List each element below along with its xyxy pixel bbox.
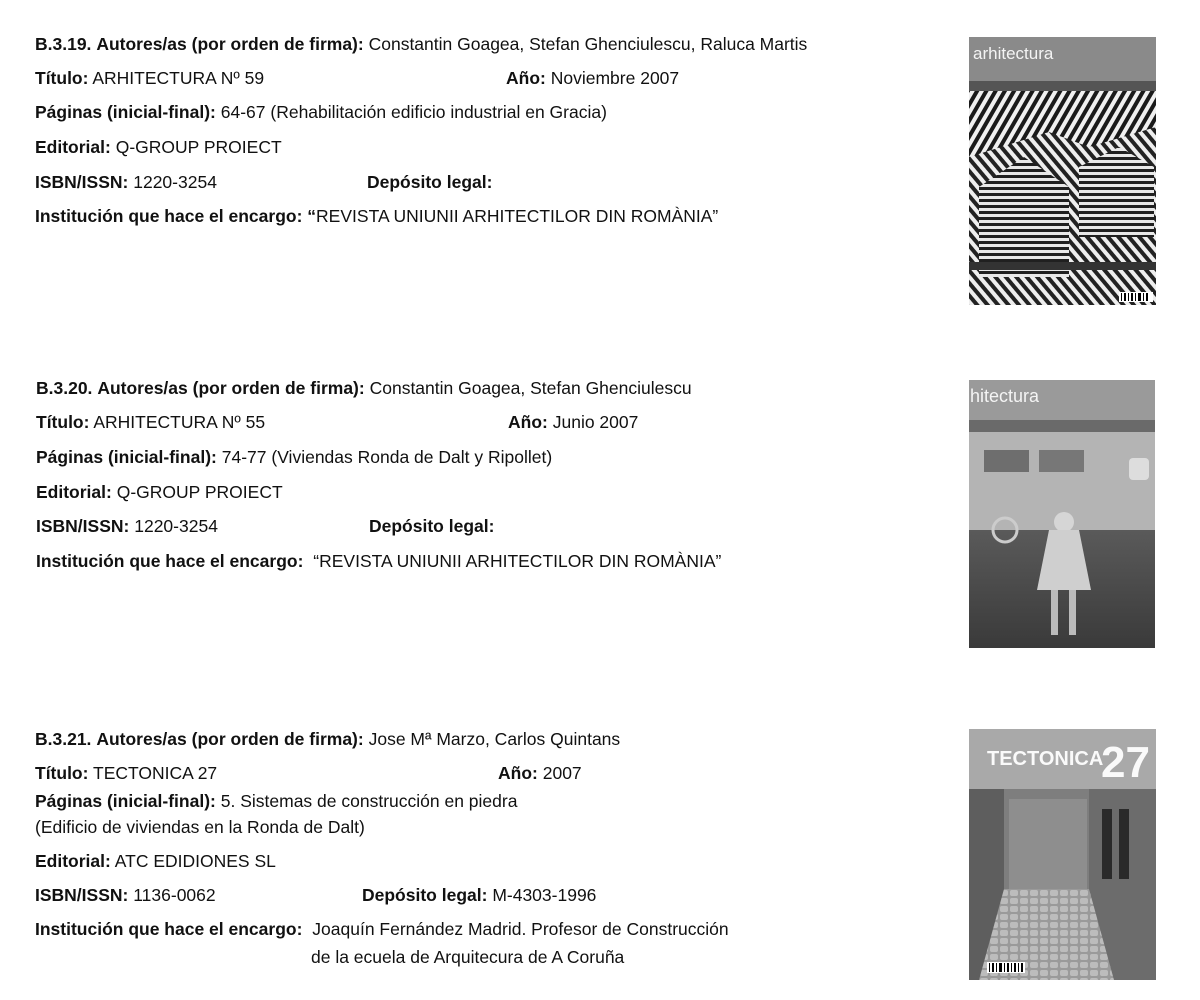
- pages-value: 74-77 (Viviendas Ronda de Dalt y Ripollet): [221, 447, 553, 467]
- legal-deposit-line: [362, 885, 596, 905]
- title-line: [36, 412, 265, 432]
- institution-line: [36, 551, 721, 571]
- legal-deposit-line: [367, 172, 492, 192]
- authors-line: [36, 378, 692, 398]
- isbn-label: ISBN/ISSN:: [36, 516, 130, 536]
- cover-image-arhitectura-59: [969, 37, 1156, 305]
- title-label: Título:: [35, 763, 89, 783]
- pages-line: [36, 447, 552, 467]
- year-label: Año:: [506, 68, 546, 88]
- pages-line: [35, 791, 517, 811]
- legal-deposit-line: [369, 516, 494, 536]
- publisher-value: Q-GROUP PROIECT: [116, 482, 283, 502]
- title-value: ARHITECTURA Nº 55: [93, 412, 266, 432]
- institution-line: [35, 206, 718, 226]
- institution-line-2: [311, 947, 624, 967]
- title-label: Título:: [35, 68, 89, 88]
- title-line: [35, 763, 217, 783]
- institution-label: Institución que hace el encargo:: [36, 551, 304, 571]
- title-label: Título:: [36, 412, 90, 432]
- institution-value: “REVISTA UNIUNII ARHITECTILOR DIN ROMÀNIA”: [313, 551, 722, 571]
- title-line: [35, 68, 264, 88]
- institution-value: REVISTA UNIUNII ARHITECTILOR DIN ROMÀNIA”: [316, 206, 719, 226]
- year-value: Junio 2007: [552, 412, 639, 432]
- entry-code: B.3.20.: [36, 378, 93, 398]
- publisher-line: [36, 482, 283, 502]
- pages-value: 64-67 (Rehabilitación edificio industrial en Gracia): [220, 102, 607, 122]
- isbn-value: 1220-3254: [134, 516, 218, 536]
- pages-value: 5. Sistemas de construcción en piedra: [220, 791, 518, 811]
- cover-issue-number: 27: [1101, 738, 1150, 787]
- pages-label: Páginas (inicial-final):: [35, 102, 216, 122]
- authors-label: Autores/as (por orden de firma):: [96, 34, 364, 54]
- isbn-label: ISBN/ISSN:: [35, 172, 129, 192]
- entry-code: B.3.21.: [35, 729, 92, 749]
- cover-masthead: TECTONICA: [987, 748, 1104, 770]
- year-line: [506, 68, 679, 88]
- authors-label: Autores/as (por orden de firma):: [96, 729, 364, 749]
- isbn-line: [36, 516, 218, 536]
- pages-line-2: [35, 817, 365, 837]
- publisher-label: Editorial:: [35, 851, 111, 871]
- authors-label: Autores/as (por orden de firma):: [97, 378, 365, 398]
- authors-value: Jose Mª Marzo, Carlos Quintans: [368, 729, 621, 749]
- authors-line: [35, 729, 620, 749]
- pages-label: Páginas (inicial-final):: [36, 447, 217, 467]
- pages-label: Páginas (inicial-final):: [35, 791, 216, 811]
- publisher-label: Editorial:: [35, 137, 111, 157]
- legal-deposit-value: M-4303-1996: [492, 885, 597, 905]
- title-value: TECTONICA 27: [93, 763, 218, 783]
- isbn-line: [35, 172, 217, 192]
- institution-value: Joaquín Fernández Madrid. Profesor de Construcción: [312, 919, 729, 939]
- publisher-label: Editorial:: [36, 482, 112, 502]
- authors-value: Constantin Goagea, Stefan Ghenciulescu, Raluca Martis: [368, 34, 808, 54]
- cover-image-arhitectura-55: [969, 380, 1155, 648]
- year-line: [508, 412, 638, 432]
- cover-masthead: arhitectura: [973, 44, 1054, 63]
- year-value: Noviembre 2007: [550, 68, 680, 88]
- isbn-line: [35, 885, 216, 905]
- legal-deposit-label: Depósito legal:: [362, 885, 488, 905]
- institution-line: [35, 919, 729, 939]
- authors-line: [35, 34, 807, 54]
- publisher-value: ATC EDIDIONES SL: [114, 851, 276, 871]
- isbn-value: 1220-3254: [133, 172, 217, 192]
- legal-deposit-label: Depósito legal:: [369, 516, 495, 536]
- isbn-value: 1136-0062: [133, 885, 216, 905]
- institution-label: Institución que hace el encargo:: [35, 206, 303, 226]
- entry-code: B.3.19.: [35, 34, 92, 54]
- year-value: 2007: [542, 763, 582, 783]
- title-value: ARHITECTURA Nº 59: [92, 68, 265, 88]
- cover-image-tectonica-27: [969, 729, 1156, 980]
- publisher-line: [35, 851, 276, 871]
- isbn-label: ISBN/ISSN:: [35, 885, 129, 905]
- publisher-line: [35, 137, 282, 157]
- year-label: Año:: [508, 412, 548, 432]
- year-label: Año:: [498, 763, 538, 783]
- year-line: [498, 763, 582, 783]
- institution-value-line-2: de la ecuela de Arquitecura de A Coruña: [311, 947, 625, 967]
- authors-value: Constantin Goagea, Stefan Ghenciulescu: [369, 378, 692, 398]
- pages-line: [35, 102, 607, 122]
- publisher-value: Q-GROUP PROIECT: [115, 137, 282, 157]
- legal-deposit-label: Depósito legal:: [367, 172, 493, 192]
- pages-value-line-2: (Edificio de viviendas en la Ronda de Dalt): [35, 817, 365, 837]
- institution-open-quote: “: [307, 206, 317, 226]
- cover-masthead: hitectura: [970, 386, 1040, 406]
- institution-label: Institución que hace el encargo:: [35, 919, 303, 939]
